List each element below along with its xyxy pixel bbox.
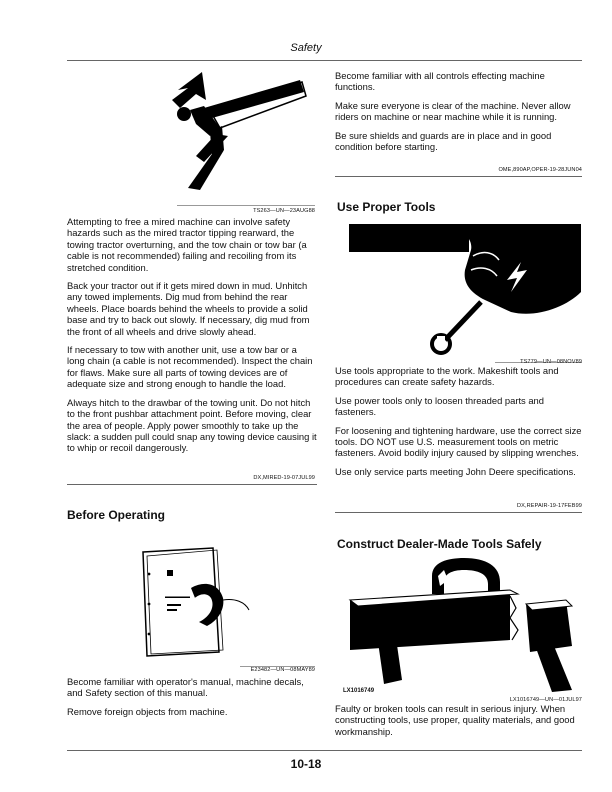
tools-reference: DX,REPAIR-19-17FEB99 (516, 503, 582, 509)
mired-end-rule (67, 484, 317, 485)
page-header-title: Safety (290, 42, 322, 54)
mired-reference: DX,MIRED-19-07JUL99 (253, 475, 315, 481)
figure-tipping-tractor-hazard (160, 70, 320, 200)
mired-paragraph-2: Back your tractor out if it gets mired down in mud. Unhitch any towed implements. Dig mud from behind the rear wheels. Place boards behind the wheels to provide a solid base and try to back out slowly. If necessary, dig mud from the front of all wheels and drive slowly ahead. (67, 280, 310, 337)
oper-paragraph-3: Be sure shields and guards are in place and in good condition before starting. (335, 129, 552, 153)
tools-end-rule (335, 512, 582, 513)
tools-paragraph-2: Use power tools only to loosen threaded parts and fasteners. (335, 394, 544, 418)
tractor-tipping-warning-icon (160, 70, 320, 200)
tools-paragraph-4: Use only service parts meeting John Deere specifications. (335, 465, 576, 477)
mired-paragraph-3: If necessary to tow with another unit, use a tow bar or a long chain (a cable is not recommended). Inspect the chain for flaws. Make sure all parts of towing devices are of adequate size and strong enough to handle the load. (67, 344, 313, 390)
dealer-paragraph-1: Faulty or broken tools can result in serious injury. When constructing tools, use proper, quality materials, and good workmanship. (335, 703, 575, 737)
before-operating-section (67, 676, 317, 717)
use-proper-tools-heading: Use Proper Tools (337, 200, 436, 214)
figure-broken-tool (340, 556, 585, 696)
wrench-hazard-icon (345, 222, 585, 357)
figure-wrench-hand (345, 222, 585, 357)
before-paragraph-1: Become familiar with operator's manual, machine decals, and Safety section of this manual. (67, 676, 304, 699)
dealer-made-tools-heading: Construct Dealer-Made Tools Safely (337, 537, 542, 551)
fig4-inset-label: LX1016749 (343, 688, 375, 694)
figure-operators-manual (135, 540, 295, 660)
before-operating-heading: Before Operating (67, 508, 166, 522)
svg-text:▬▬▬▬▬: ▬▬▬▬▬ (165, 594, 190, 600)
fig1-reference: TS263—UN—23AUG88 (253, 208, 315, 214)
fig4-reference: LX1016749—UN—01JUL97 (509, 697, 582, 703)
tools-section (335, 365, 585, 477)
fig2-reference: E23482—UN—08MAY89 (250, 667, 315, 673)
tools-paragraph-1: Use tools appropriate to the work. Makeshift tools and procedures can create safety hazards. (335, 365, 559, 388)
broken-tool-icon (340, 556, 585, 696)
oper-paragraph-1: Become familiar with all controls effecting machine functions. (335, 70, 545, 93)
page-number: 10-18 (290, 757, 322, 771)
operating-section (335, 70, 585, 152)
before-paragraph-2: Remove foreign objects from machine. (67, 705, 228, 717)
header-rule (67, 60, 582, 61)
mired-paragraph-4: Always hitch to the drawbar of the towing unit. Do not hitch to the front pushbar attachment point. Before moving, clear the area of people. Apply power smoothly to take up the slack: a sudden pull could snap any towing device causing it to whip or recoil dangerously. (67, 396, 317, 454)
operators-manual-icon (135, 540, 295, 660)
oper-paragraph-2: Make sure everyone is clear of the machine. Never allow riders on machine or near machine while it is running. (335, 99, 571, 123)
mired-paragraph-1: Attempting to free a mired machine can involve safety hazards such as the mired tractor tipping rearward, the towing tractor overturning, and the tow chain or tow bar (a cable is not recommended) failing and recoiling from its stretched condition. (67, 216, 307, 273)
oper-end-rule (335, 176, 582, 177)
footer-rule (67, 750, 582, 751)
fig3-reference: TS779—UN—08NOV89 (520, 359, 582, 365)
fig1-rule (177, 205, 315, 206)
oper-reference: OME,890AP,OPER-19-28JUN04 (498, 167, 582, 173)
dealer-section (335, 703, 585, 737)
mired-section (67, 216, 317, 454)
tools-paragraph-3: For loosening and tightening hardware, use the correct size tools. DO NOT use U.S. measurement tools on metric fasteners. Avoid bodily injury caused by slipping wrenches. (335, 424, 582, 459)
